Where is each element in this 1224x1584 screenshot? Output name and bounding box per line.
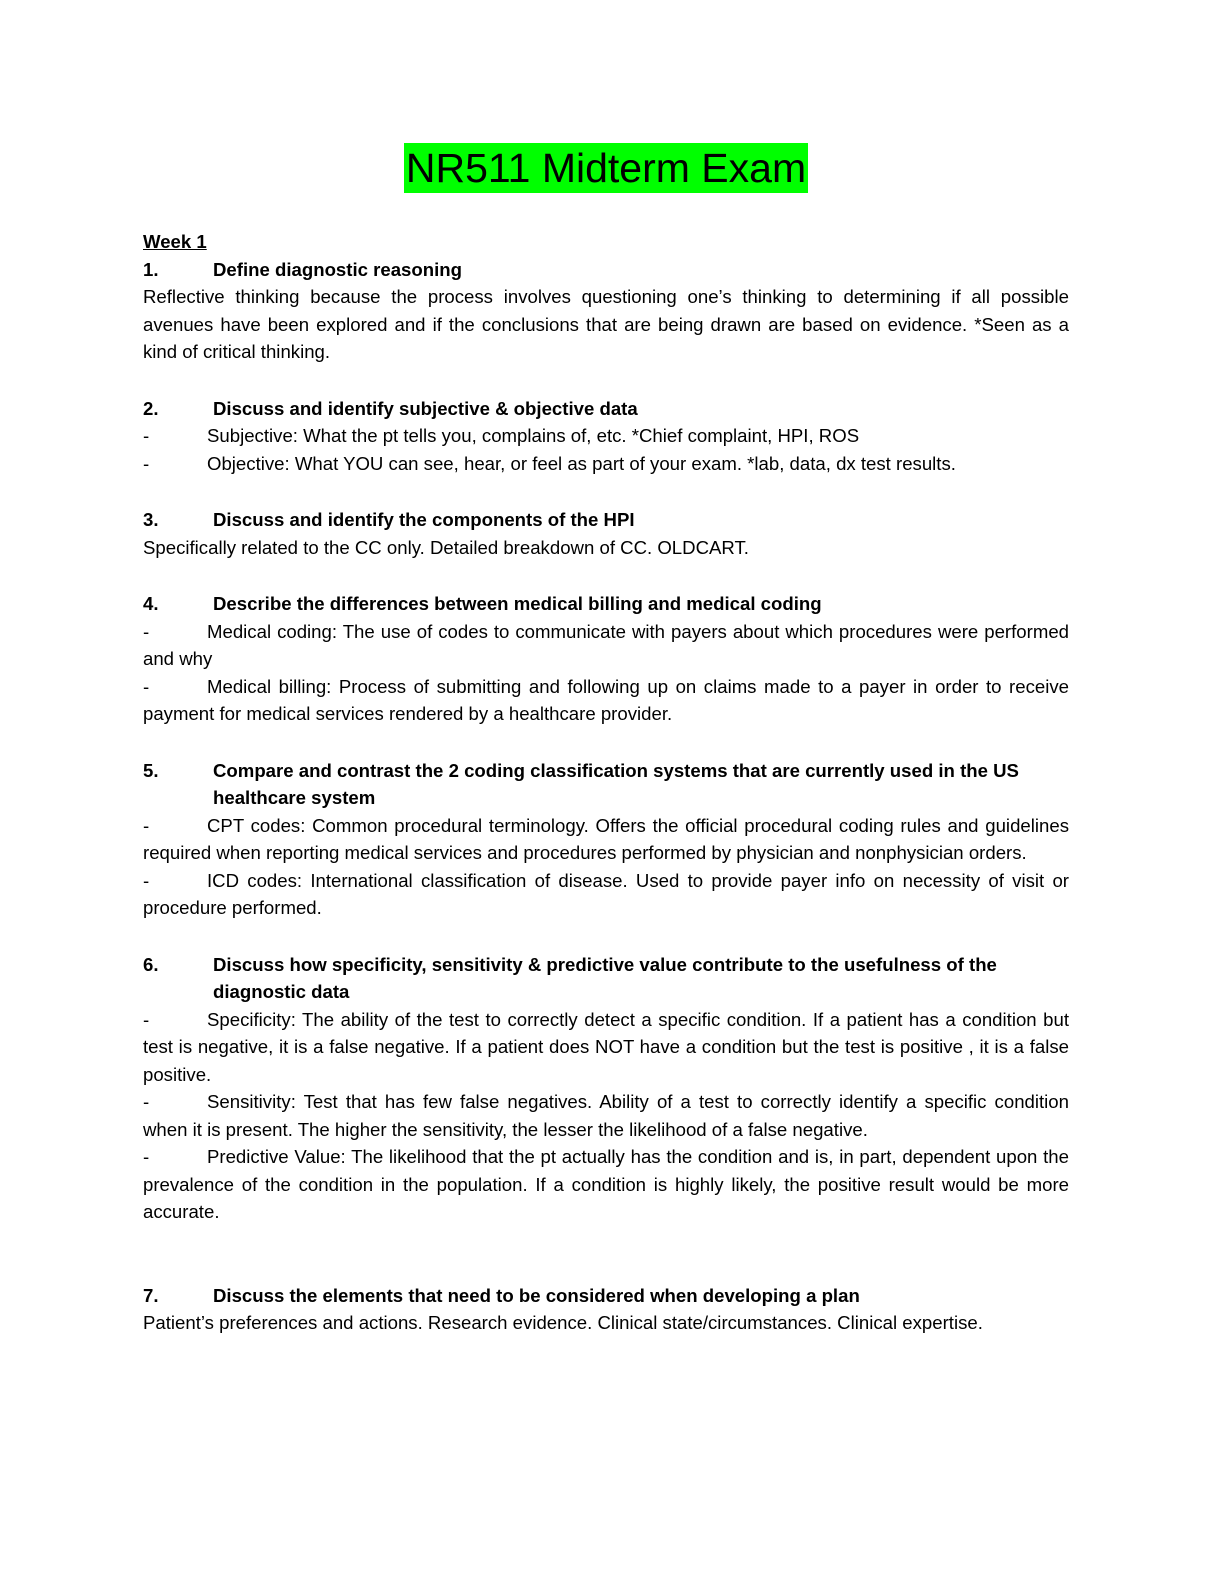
- question-text: Define diagnostic reasoning: [213, 258, 462, 280]
- question-number: 3.: [143, 509, 159, 530]
- bullet-item: [143, 1088, 1069, 1143]
- question-number: 6.: [143, 953, 159, 975]
- question-heading: [143, 1282, 1069, 1310]
- bullet-item: [143, 673, 1069, 728]
- question-number: 2.: [143, 397, 159, 419]
- bullet-text: ICD codes: International classification of disease. Used to provide payer info on necessity of visit or procedure performed.: [143, 869, 1069, 918]
- bullet-text: Medical billing: Process of submitting and following up on claims made to a payer in order to receive payment for medical services rendered by a healthcare provider.: [143, 675, 1069, 724]
- question-3: [143, 506, 1069, 561]
- question-heading: [143, 951, 1069, 1006]
- bullet-dash: -: [143, 675, 150, 697]
- bullet-dash: -: [143, 869, 150, 891]
- title-container: [143, 143, 1069, 193]
- question-text: Discuss the elements that need to be considered when developing a plan: [213, 1284, 860, 1306]
- document-body: [143, 228, 1069, 1337]
- question-heading: [143, 506, 1069, 534]
- bullet-dash: -: [143, 1008, 150, 1030]
- bullet-dash: -: [143, 1146, 150, 1167]
- bullet-text: Sensitivity: Test that has few false negatives. Ability of a test to correctly identify a specific condition when it is present. The higher the sensitivity, the lesser the likelihood of a false negative.: [143, 1091, 1069, 1140]
- page-title: NR511 Midterm Exam: [405, 145, 807, 191]
- bullet-text: CPT codes: Common procedural terminology. Offers the official procedural coding rules and guidelines required when reporting medical services and procedures performed by physician and nonphysician orders.: [143, 814, 1069, 863]
- question-text: Discuss how specificity, sensitivity & predictive value contribute to the usefulness of the diagnostic data: [213, 953, 997, 1002]
- question-heading: [143, 757, 1069, 812]
- bullet-item: [143, 1006, 1069, 1089]
- question-number: 1.: [143, 258, 159, 280]
- bullet-item: [143, 1143, 1069, 1226]
- question-6: [143, 951, 1069, 1226]
- question-heading: [143, 395, 1069, 423]
- bullet-item: [143, 422, 1069, 450]
- question-2: [143, 395, 1069, 478]
- answer-text: Specifically related to the CC only. Detailed breakdown of CC. OLDCART.: [143, 536, 749, 558]
- week-heading: Week 1: [143, 231, 207, 252]
- bullet-text: Predictive Value: The likelihood that the pt actually has the condition and is, in part, dependent upon the prevalence of the condition in the population. If a condition is highly likely, the positive result would be more accurate.: [143, 1146, 1069, 1222]
- question-number: 5.: [143, 759, 159, 781]
- bullet-dash: -: [143, 814, 150, 836]
- bullet-dash: -: [143, 1091, 150, 1112]
- bullet-dash: -: [143, 452, 150, 474]
- question-text: Describe the differences between medical billing and medical coding: [213, 593, 822, 614]
- question-number: 7.: [143, 1284, 159, 1306]
- question-5: [143, 757, 1069, 922]
- bullet-dash: -: [143, 620, 150, 642]
- question-text: Compare and contrast the 2 coding classification systems that are currently used in the US healthcare system: [213, 759, 1019, 808]
- question-heading: [143, 590, 1069, 618]
- bullet-item: [143, 618, 1069, 673]
- bullet-item: [143, 812, 1069, 867]
- bullet-item: [143, 867, 1069, 922]
- bullet-text: Specificity: The ability of the test to correctly detect a specific condition. If a patient has a condition but test is negative, it is a false negative. If a patient does NOT have a condition but the test is positive , it is a false positive.: [143, 1008, 1069, 1085]
- bullet-text: Objective: What YOU can see, hear, or feel as part of your exam. *lab, data, dx test results.: [207, 452, 956, 474]
- question-1: [143, 256, 1069, 366]
- question-text: Discuss and identify subjective & objective data: [213, 397, 638, 419]
- question-number: 4.: [143, 593, 159, 614]
- question-7: [143, 1282, 1069, 1337]
- question-heading: [143, 256, 1069, 284]
- question-4: [143, 590, 1069, 728]
- question-text: Discuss and identify the components of the HPI: [213, 509, 635, 530]
- bullet-text: Medical coding: The use of codes to communicate with payers about which procedures were performed and why: [143, 620, 1069, 669]
- bullet-dash: -: [143, 425, 150, 446]
- bullet-item: [143, 450, 1069, 478]
- answer-text: Patient’s preferences and actions. Research evidence. Clinical state/circumstances. Clinical expertise.: [143, 1312, 983, 1333]
- answer-text: Reflective thinking because the process involves questioning one’s thinking to determining if all possible avenues have been explored and if the conclusions that are being drawn are based on evidence. *Seen as a kind of critical thinking.: [143, 286, 1069, 362]
- bullet-text: Subjective: What the pt tells you, complains of, etc. *Chief complaint, HPI, ROS: [207, 425, 860, 446]
